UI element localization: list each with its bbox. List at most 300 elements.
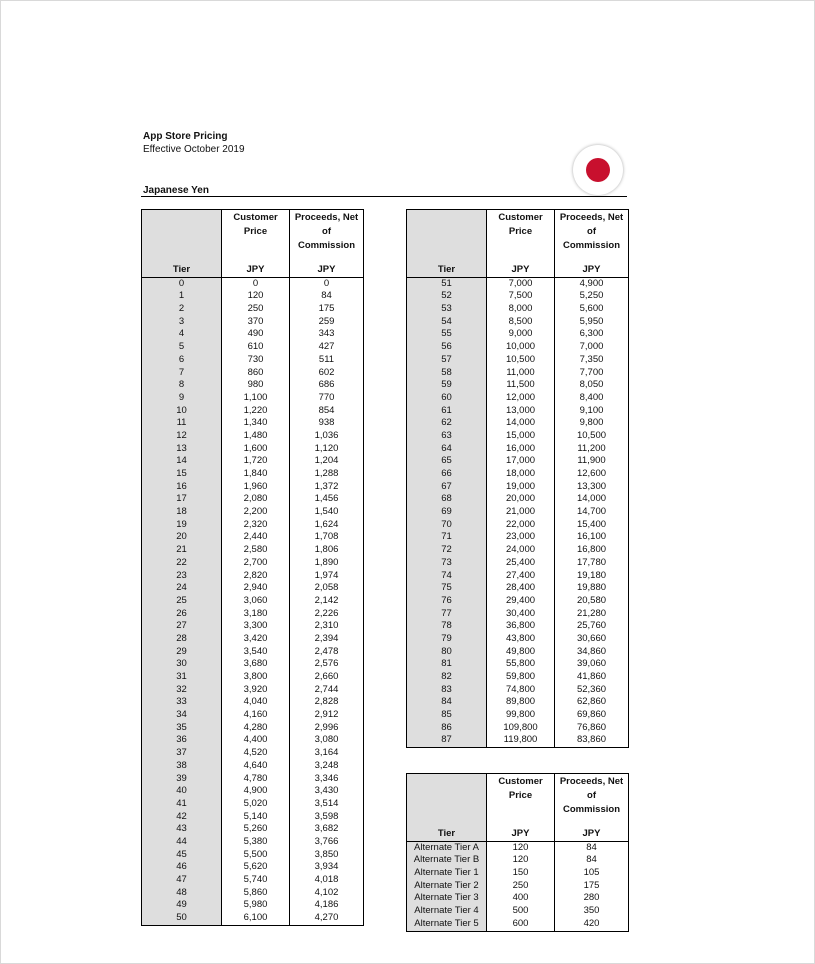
proceeds-cell: 34,860 [576,645,607,657]
table-row [142,328,364,341]
table-row [142,709,364,722]
proceeds-cell: 52,360 [576,683,607,695]
table-row [407,608,629,621]
tier-cell: 7 [142,367,222,380]
customer-price-cell: 119,800 [487,734,555,747]
proceeds-cell: 2,912 [314,709,339,721]
customer-price-cell: 2,200 [222,506,290,519]
customer-price-header-line2: Price [508,790,533,801]
table-row [407,671,629,684]
table-row [407,633,629,646]
customer-price-cell: 11,000 [487,367,555,380]
tier-cell: 50 [142,912,222,925]
proceeds-cell: 1,974 [314,569,339,581]
customer-price-cell: 120 [487,854,555,867]
customer-price-header-line2: Price [243,226,268,237]
proceeds-currency: JPY [555,828,629,841]
table-row [142,595,364,608]
table-row [142,481,364,494]
table-row [407,570,629,583]
table-row [142,811,364,824]
proceeds-cell: 2,142 [314,594,339,606]
tier-header-spacer [142,210,222,265]
tier-header-spacer [407,210,487,265]
proceeds-cell: 175 [318,303,335,315]
customer-price-cell: 2,940 [222,582,290,595]
customer-price-cell: 250 [222,303,290,316]
customer-price-cell: 4,900 [222,785,290,798]
tier-cell: 34 [142,709,222,722]
proceeds-cell: 62,860 [576,696,607,708]
proceeds-cell: 25,760 [576,620,607,632]
table-row [407,392,629,405]
table-row [407,557,629,570]
customer-price-cell: 3,060 [222,595,290,608]
table-row [407,854,629,867]
proceeds-cell: 259 [318,315,335,327]
proceeds-cell: 41,860 [576,671,607,682]
customer-price-cell: 610 [222,341,290,354]
customer-price-cell: 6,100 [222,912,290,925]
proceeds-cell: 2,226 [314,607,339,619]
customer-price-cell: 19,000 [487,481,555,494]
tier-cell: 51 [407,277,487,290]
tier-cell: 30 [142,658,222,671]
table-row [407,303,629,316]
customer-price-cell: 10,000 [487,341,555,354]
proceeds-cell: 3,682 [314,823,339,835]
proceeds-cell: 21,280 [576,607,607,619]
customer-price-cell: 22,000 [487,519,555,532]
tier-cell: 0 [142,277,222,290]
table-row [142,417,364,430]
table-row [142,392,364,405]
tier-cell: 24 [142,582,222,595]
tier-cell: 43 [142,823,222,836]
customer-price-cell: 11,500 [487,379,555,392]
tier-cell: Alternate Tier B [407,854,487,867]
customer-price-cell: 4,780 [222,773,290,786]
table-row [142,557,364,570]
proceeds-cell: 76,860 [576,721,607,733]
tier-cell: 69 [407,506,487,519]
proceeds-cell: 3,248 [314,759,339,771]
table-row [407,493,629,506]
customer-price-cell: 17,000 [487,455,555,468]
proceeds-cell: 20,580 [576,594,607,606]
proceeds-cell: 1,204 [314,455,339,467]
proceeds-cell: 16,800 [576,544,607,556]
tier-cell: 18 [142,506,222,519]
proceeds-cell: 2,744 [314,683,339,695]
proceeds-cell: 175 [583,879,600,891]
tier-cell: 25 [142,595,222,608]
customer-price-cell: 1,960 [222,481,290,494]
tier-cell: Alternate Tier 1 [407,867,487,880]
tier-cell: 77 [407,608,487,621]
proceeds-cell: 343 [318,328,335,340]
proceeds-header-line3: Commission [562,240,620,251]
tier-cell: 44 [142,836,222,849]
customer-price-cell: 4,040 [222,696,290,709]
customer-price-cell: 1,720 [222,455,290,468]
tier-cell: 85 [407,709,487,722]
proceeds-cell: 1,372 [314,480,339,492]
customer-price-cell: 1,340 [222,417,290,430]
tier-cell: 67 [407,481,487,494]
tier-cell: 79 [407,633,487,646]
table-row [142,379,364,392]
proceeds-cell: 4,270 [314,912,339,924]
table-row [142,836,364,849]
tier-cell: Alternate Tier A [407,841,487,854]
proceeds-cell: 1,036 [314,429,339,441]
tier-cell: 66 [407,468,487,481]
proceeds-cell: 3,766 [314,835,339,847]
customer-price-cell: 5,140 [222,811,290,824]
table-row [142,747,364,760]
customer-price-cell: 370 [222,316,290,329]
proceeds-cell: 2,478 [314,645,339,657]
customer-price-header-line1: Customer [498,776,543,787]
document-subtitle: Effective October 2019 [143,144,245,155]
tier-cell: 29 [142,646,222,659]
japan-flag-icon [573,145,623,195]
tier-cell: 22 [142,557,222,570]
customer-price-header [487,774,555,829]
customer-price-cell: 74,800 [487,684,555,697]
table-row [407,905,629,918]
tier-cell: 56 [407,341,487,354]
proceeds-cell: 6,300 [579,328,604,340]
table-row [407,841,629,854]
table-row [142,531,364,544]
table-row [407,582,629,595]
proceeds-header-line2: of [322,226,331,237]
customer-price-cell: 3,300 [222,620,290,633]
proceeds-cell: 3,346 [314,772,339,784]
tier-cell: 26 [142,608,222,621]
tier-cell: 9 [142,392,222,405]
customer-price-cell: 1,480 [222,430,290,443]
table-row [407,544,629,557]
table-row [142,722,364,735]
customer-price-cell: 7,000 [487,277,555,290]
tier-cell: Alternate Tier 3 [407,892,487,905]
pricing-table-tiers-51-87 [406,209,629,748]
proceeds-cell: 3,850 [314,848,339,860]
tier-cell: 57 [407,354,487,367]
proceeds-cell: 1,890 [314,556,339,568]
proceeds-cell: 0 [323,277,330,289]
tier-cell: 38 [142,760,222,773]
customer-price-cell: 5,740 [222,874,290,887]
proceeds-cell: 105 [583,867,600,879]
customer-price-cell: 2,820 [222,570,290,583]
customer-price-cell: 23,000 [487,531,555,544]
table-row [407,405,629,418]
customer-price-cell: 59,800 [487,671,555,684]
proceeds-cell: 2,828 [314,696,339,708]
tier-cell: 42 [142,811,222,824]
proceeds-cell: 350 [583,905,600,917]
tier-cell: 37 [142,747,222,760]
table-row [142,874,364,887]
tier-cell: 47 [142,874,222,887]
table-row [142,658,364,671]
customer-price-cell: 20,000 [487,493,555,506]
table-row [407,519,629,532]
tier-cell: 17 [142,493,222,506]
customer-price-cell: 3,180 [222,608,290,621]
pricing-table-tiers-0-50 [141,209,364,926]
proceeds-header-line1: Proceeds, Net [294,212,359,223]
tier-cell: 61 [407,405,487,418]
tier-cell: 53 [407,303,487,316]
table-row [142,582,364,595]
proceeds-cell: 7,350 [579,353,604,365]
tier-cell: 21 [142,544,222,557]
customer-price-header [222,210,290,265]
table-row [142,455,364,468]
customer-price-cell: 500 [487,905,555,918]
table-row [407,696,629,709]
tier-cell: 36 [142,734,222,747]
tier-cell: 20 [142,531,222,544]
proceeds-cell: 30,660 [576,632,607,644]
customer-price-cell: 55,800 [487,658,555,671]
tier-cell: 39 [142,773,222,786]
proceeds-cell: 2,394 [314,632,339,644]
customer-price-cell: 600 [487,918,555,931]
proceeds-cell: 511 [318,353,335,365]
tier-cell: 1 [142,290,222,303]
table-row [407,341,629,354]
table-row [407,430,629,443]
table-row [142,608,364,621]
table-row [142,493,364,506]
tier-header: Tier [407,264,487,277]
proceeds-cell: 3,080 [314,734,339,746]
proceeds-cell: 686 [318,379,335,391]
tier-cell: Alternate Tier 2 [407,880,487,893]
proceeds-cell: 3,514 [314,797,339,809]
tier-cell: 31 [142,671,222,684]
proceeds-cell: 1,624 [314,518,339,530]
table-row [142,570,364,583]
tier-cell: 59 [407,379,487,392]
table-row [142,861,364,874]
customer-price-cell: 15,000 [487,430,555,443]
table-row [142,468,364,481]
proceeds-cell: 84 [586,854,597,866]
customer-price-cell: 120 [487,841,555,854]
tier-cell: 16 [142,481,222,494]
table-row [407,354,629,367]
pricing-table-alternate-tiers [406,773,629,932]
customer-price-cell: 490 [222,328,290,341]
tier-cell: 76 [407,595,487,608]
proceeds-cell: 2,058 [314,582,339,594]
proceeds-cell: 16,100 [576,531,607,543]
tier-cell: 5 [142,341,222,354]
table-row [407,722,629,735]
table-row [142,696,364,709]
customer-price-cell: 2,580 [222,544,290,557]
table-row [142,519,364,532]
tier-cell: 86 [407,722,487,735]
proceeds-cell: 4,900 [579,277,604,289]
tier-header: Tier [407,828,487,841]
tier-cell: 68 [407,493,487,506]
customer-price-cell: 9,000 [487,328,555,341]
tier-cell: 3 [142,316,222,329]
table-row [407,455,629,468]
tier-cell: 41 [142,798,222,811]
customer-price-cell: 1,220 [222,405,290,418]
customer-price-cell: 27,400 [487,570,555,583]
proceeds-header-line2: of [587,790,596,801]
tier-cell: 84 [407,696,487,709]
table-row [407,892,629,905]
customer-price-cell: 24,000 [487,544,555,557]
customer-price-cell: 12,000 [487,392,555,405]
currency-divider [141,196,627,197]
customer-price-currency: JPY [222,264,290,277]
tier-cell: 45 [142,849,222,862]
proceeds-cell: 5,950 [579,315,604,327]
proceeds-cell: 12,600 [576,468,607,479]
table-row [407,918,629,931]
proceeds-cell: 3,598 [314,810,339,822]
table-row [407,734,629,747]
customer-price-cell: 109,800 [487,722,555,735]
tier-cell: 14 [142,455,222,468]
proceeds-cell: 2,996 [314,721,339,733]
tier-cell: 81 [407,658,487,671]
proceeds-cell: 14,000 [576,493,607,505]
customer-price-cell: 16,000 [487,443,555,456]
customer-price-cell: 21,000 [487,506,555,519]
tier-cell: 48 [142,887,222,900]
proceeds-cell: 1,806 [314,544,339,556]
customer-price-cell: 1,100 [222,392,290,405]
customer-price-cell: 120 [222,290,290,303]
table-row [407,709,629,722]
proceeds-header-line1: Proceeds, Net [559,212,624,223]
customer-price-cell: 3,420 [222,633,290,646]
customer-price-cell: 3,800 [222,671,290,684]
customer-price-cell: 30,400 [487,608,555,621]
tier-cell: 15 [142,468,222,481]
proceeds-cell: 1,288 [314,468,339,479]
proceeds-cell: 17,780 [576,556,607,568]
proceeds-header-line3: Commission [297,240,355,251]
proceeds-header [290,210,364,265]
proceeds-cell: 84 [586,841,597,853]
customer-price-cell: 2,700 [222,557,290,570]
table-row [142,341,364,354]
proceeds-cell: 7,700 [579,366,604,378]
tier-cell: 23 [142,570,222,583]
table-row [142,277,364,290]
table-row [142,620,364,633]
table-row [407,443,629,456]
customer-price-cell: 3,540 [222,646,290,659]
proceeds-cell: 3,934 [314,861,339,873]
proceeds-currency: JPY [290,264,364,277]
proceeds-cell: 13,300 [576,480,607,492]
customer-price-cell: 2,080 [222,493,290,506]
customer-price-cell: 400 [487,892,555,905]
tier-cell: 55 [407,328,487,341]
table-row [142,646,364,659]
table-row [142,849,364,862]
table-row [407,646,629,659]
proceeds-header-line1: Proceeds, Net [559,776,624,787]
tier-cell: 11 [142,417,222,430]
customer-price-cell: 10,500 [487,354,555,367]
proceeds-cell: 1,120 [314,442,339,454]
customer-price-cell: 980 [222,379,290,392]
tier-cell: 65 [407,455,487,468]
table-row [142,684,364,697]
table-row [407,316,629,329]
customer-price-header-line2: Price [508,226,533,237]
table-row [142,734,364,747]
proceeds-cell: 1,456 [314,493,339,505]
table-row [407,379,629,392]
tier-cell: 4 [142,328,222,341]
table-row [407,684,629,697]
table-row [407,367,629,380]
proceeds-cell: 10,500 [576,429,607,441]
table-row [142,798,364,811]
proceeds-cell: 280 [583,892,600,904]
tier-cell: 83 [407,684,487,697]
currency-label: Japanese Yen [143,185,209,196]
proceeds-cell: 83,860 [576,734,607,746]
customer-price-cell: 29,400 [487,595,555,608]
proceeds-cell: 3,430 [314,785,339,797]
proceeds-header-line2: of [587,226,596,237]
flag-red-disc [586,158,610,182]
proceeds-cell: 11,900 [577,455,606,467]
tier-cell: 72 [407,544,487,557]
proceeds-header [555,210,629,265]
table-row [407,867,629,880]
customer-price-cell: 36,800 [487,620,555,633]
tier-cell: 60 [407,392,487,405]
customer-price-cell: 89,800 [487,696,555,709]
table-row [142,316,364,329]
customer-price-cell: 5,620 [222,861,290,874]
proceeds-cell: 2,576 [314,658,339,670]
tier-cell: 58 [407,367,487,380]
proceeds-currency: JPY [555,264,629,277]
tier-cell: 10 [142,405,222,418]
table-row [407,468,629,481]
proceeds-cell: 8,050 [579,379,604,391]
table-row [407,658,629,671]
customer-price-cell: 5,260 [222,823,290,836]
proceeds-cell: 1,708 [314,531,339,543]
customer-price-cell: 4,280 [222,722,290,735]
tier-cell: 6 [142,354,222,367]
customer-price-cell: 43,800 [487,633,555,646]
tier-cell: 71 [407,531,487,544]
table-row [142,303,364,316]
